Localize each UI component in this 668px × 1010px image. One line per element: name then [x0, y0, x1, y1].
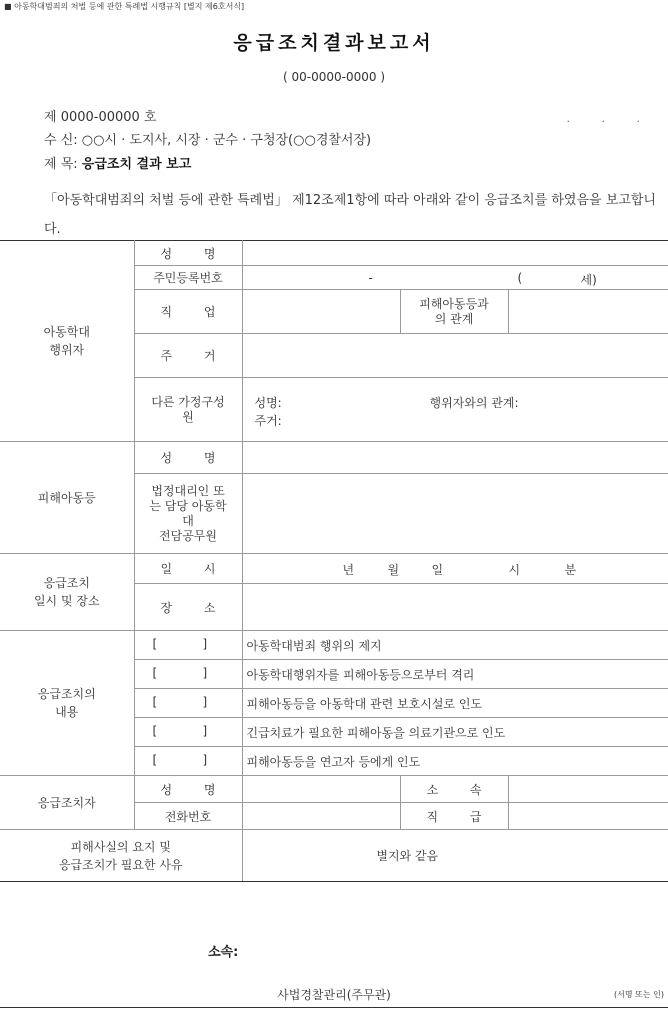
officer-affiliation-field[interactable] — [508, 776, 668, 803]
form-header: ■ 아동학대범죄의 처벌 등에 관한 특례법 시행규칙 [별지 제6호서식] — [4, 2, 245, 11]
table-row — [0, 631, 668, 660]
bracket-close: ] — [202, 637, 208, 651]
age-open-paren: ( — [517, 271, 523, 285]
victim-relation-label: 피해아동등과 의 관계 — [400, 290, 508, 334]
place-field[interactable] — [242, 584, 668, 631]
officer-phone-field[interactable] — [242, 803, 400, 830]
bracket-close: ] — [202, 753, 208, 767]
document-title: 응급조치결과보고서 — [233, 32, 435, 54]
recipient-label: 수 신: — [44, 133, 78, 148]
guardian-label: 법정대리인 또 는 담당 아동학 대 전담공무원 — [134, 474, 242, 554]
bracket-open: [ — [152, 753, 158, 767]
date-placeholder: . . . — [566, 112, 654, 125]
datetime-section-label: 응급조치 일시 및 장소 — [0, 554, 134, 631]
year-unit: 년 — [342, 563, 355, 577]
report-table — [0, 240, 668, 882]
officer-rank-field[interactable] — [508, 803, 668, 830]
officer-rank-label: 직 급 — [400, 803, 508, 830]
victim-relation-field[interactable] — [508, 290, 668, 334]
age-suffix: 세) — [580, 273, 597, 287]
datetime-field[interactable] — [242, 554, 668, 584]
perpetrator-address-label: 주 거 — [134, 334, 242, 378]
table-row — [0, 554, 668, 584]
place-label: 장 소 — [134, 584, 242, 631]
perpetrator-name-label: 성 명 — [134, 241, 242, 266]
bracket-close: ] — [202, 666, 208, 680]
measure-checkbox-0[interactable] — [134, 631, 242, 660]
subject-value: 응급조치 결과 보고 — [81, 157, 192, 172]
perpetrator-job-field[interactable] — [242, 290, 400, 334]
officer-section-label: 응급조치자 — [0, 776, 134, 830]
measures-section-label: 응급조치의 내용 — [0, 631, 134, 776]
subject-label: 제 목: — [44, 157, 78, 172]
household-member-field[interactable] — [242, 378, 668, 442]
summary-label: 피해사실의 요지 및 응급조치가 필요한 사유 — [0, 830, 242, 882]
bracket-open: [ — [152, 666, 158, 680]
recipient-line — [44, 129, 371, 148]
perpetrator-name-field[interactable] — [242, 241, 668, 266]
summary-value: 별지와 같음 — [242, 830, 668, 882]
measure-checkbox-4[interactable] — [134, 747, 242, 776]
footer-officer-title: 사법경찰관리(주무관) — [277, 988, 391, 1002]
guardian-field[interactable] — [242, 474, 668, 554]
bracket-open: [ — [152, 695, 158, 709]
month-unit: 월 — [387, 563, 400, 577]
measure-checkbox-1[interactable] — [134, 660, 242, 689]
household-address-label: 주거: — [254, 414, 282, 428]
measure-item-2: 피해아동등을 아동학대 관련 보호시설로 인도 — [242, 689, 668, 718]
document-number: ( 00-0000-0000 ) — [283, 70, 385, 84]
perpetrator-section-label: 아동학대 행위자 — [0, 241, 134, 442]
hour-unit: 시 — [508, 563, 521, 577]
signature-note: (서명 또는 인) — [614, 990, 664, 999]
perpetrator-rrn-field[interactable] — [242, 266, 668, 290]
household-relation-label: 행위자와의 관계: — [429, 396, 519, 410]
perpetrator-address-field[interactable] — [242, 334, 668, 378]
table-row — [0, 241, 668, 266]
bracket-open: [ — [152, 637, 158, 651]
perpetrator-rrn-label: 주민등록번호 — [134, 266, 242, 290]
officer-phone-label: 전화번호 — [134, 803, 242, 830]
subject-line — [44, 153, 191, 172]
bracket-close: ] — [202, 695, 208, 709]
household-member-label: 다른 가정구성 원 — [134, 378, 242, 442]
measure-checkbox-3[interactable] — [134, 718, 242, 747]
measure-item-4: 피해아동등을 연고자 등에게 인도 — [242, 747, 668, 776]
bracket-close: ] — [202, 724, 208, 738]
bracket-open: [ — [152, 724, 158, 738]
officer-affiliation-label: 소 속 — [400, 776, 508, 803]
minute-unit: 분 — [564, 563, 577, 577]
table-row — [0, 442, 668, 474]
recipient-value: ○○시 · 도지사, 시장 · 군수 · 구청장(○○경찰서장) — [81, 133, 372, 148]
table-row — [0, 830, 668, 882]
victim-name-label: 성 명 — [134, 442, 242, 474]
datetime-label: 일 시 — [134, 554, 242, 584]
intro-paragraph: 「아동학대범죄의 처벌 등에 관한 특례법」 제12조제1항에 따라 아래와 같이 응급조치를 하였음을 보고합니다. — [44, 193, 656, 237]
footer-affiliation-label: 소속: — [208, 945, 239, 960]
victim-name-field[interactable] — [242, 442, 668, 474]
bottom-rule — [0, 1007, 668, 1008]
victim-section-label: 피해아동등 — [0, 442, 134, 554]
measure-item-3: 긴급치료가 필요한 피해아동을 의료기관으로 인도 — [242, 718, 668, 747]
measure-item-1: 아동학대행위자를 피해아동등으로부터 격리 — [242, 660, 668, 689]
rrn-dash: - — [368, 271, 373, 285]
table-row — [0, 776, 668, 803]
perpetrator-job-label: 직 업 — [134, 290, 242, 334]
reference-number: 제 0000-00000 호 — [44, 110, 157, 125]
measure-checkbox-2[interactable] — [134, 689, 242, 718]
measure-item-0: 아동학대범죄 행위의 제지 — [242, 631, 668, 660]
household-name-label: 성명: — [254, 396, 282, 410]
officer-name-field[interactable] — [242, 776, 400, 803]
day-unit: 일 — [431, 563, 444, 577]
officer-name-label: 성 명 — [134, 776, 242, 803]
